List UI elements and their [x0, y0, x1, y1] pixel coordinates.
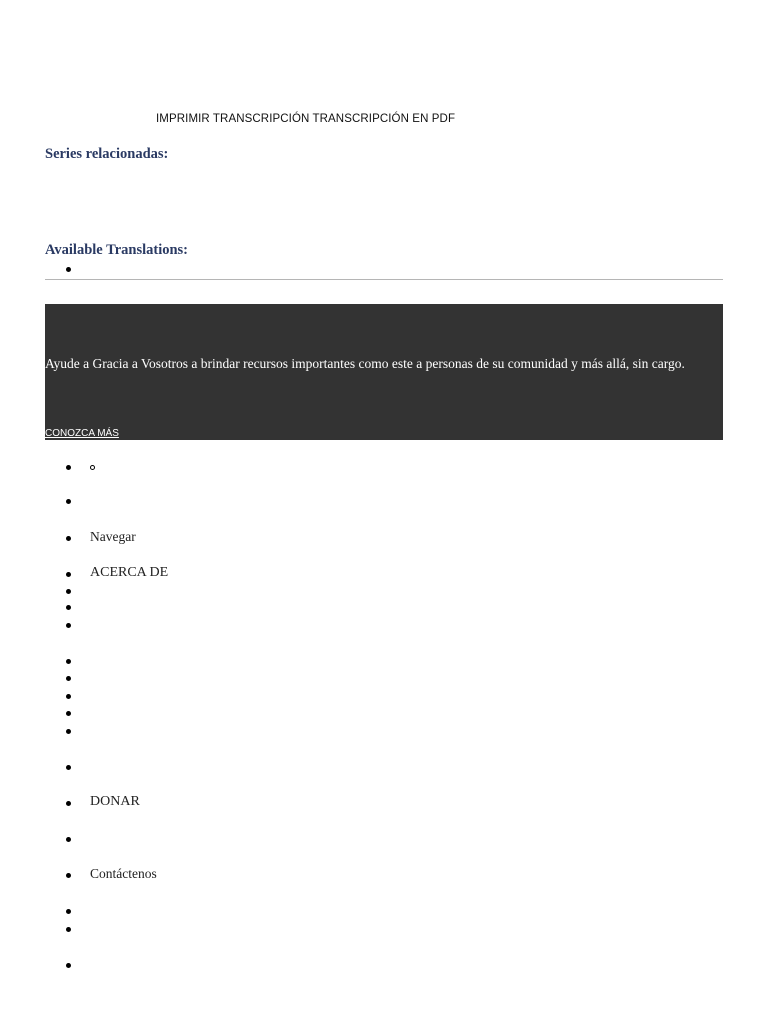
list-item [66, 765, 71, 770]
nav-about-link[interactable]: ACERCA DE [90, 565, 169, 580]
nav-contact-link[interactable]: Contáctenos [90, 866, 157, 881]
list-item [66, 711, 71, 716]
list-item [66, 909, 71, 914]
list-item [66, 837, 71, 842]
list-item [66, 801, 71, 806]
list-item [66, 676, 71, 681]
list-item [66, 536, 71, 541]
list-item [66, 659, 71, 664]
available-translations-heading: Available Translations: [45, 242, 189, 258]
list-item [66, 465, 71, 470]
nav-browse-link[interactable]: Navegar [90, 529, 136, 544]
list-item [66, 694, 71, 699]
list-item [66, 605, 71, 610]
list-item [66, 873, 71, 878]
list-item [66, 729, 71, 734]
list-item [66, 623, 71, 628]
list-item [66, 963, 71, 968]
translation-list-item [66, 267, 71, 272]
list-item [66, 589, 71, 594]
print-transcript-links[interactable]: IMPRIMIR TRANSCRIPCIÓN TRANSCRIPCIÓN EN PDF [156, 113, 456, 125]
sub-list-item [90, 465, 95, 470]
donate-panel [45, 304, 723, 440]
nav-donate-link[interactable]: DONAR [90, 794, 140, 809]
donate-panel-text: Ayude a Gracia a Vosotros a brindar recursos importantes como este a personas de su comunidad y más allá, sin cargo. [45, 356, 685, 371]
learn-more-link[interactable]: CONOZCA MÁS [45, 428, 119, 439]
list-item [66, 927, 71, 932]
list-item [66, 572, 71, 577]
list-item [66, 499, 71, 504]
divider [45, 279, 723, 280]
related-series-heading: Series relacionadas: [45, 146, 169, 162]
